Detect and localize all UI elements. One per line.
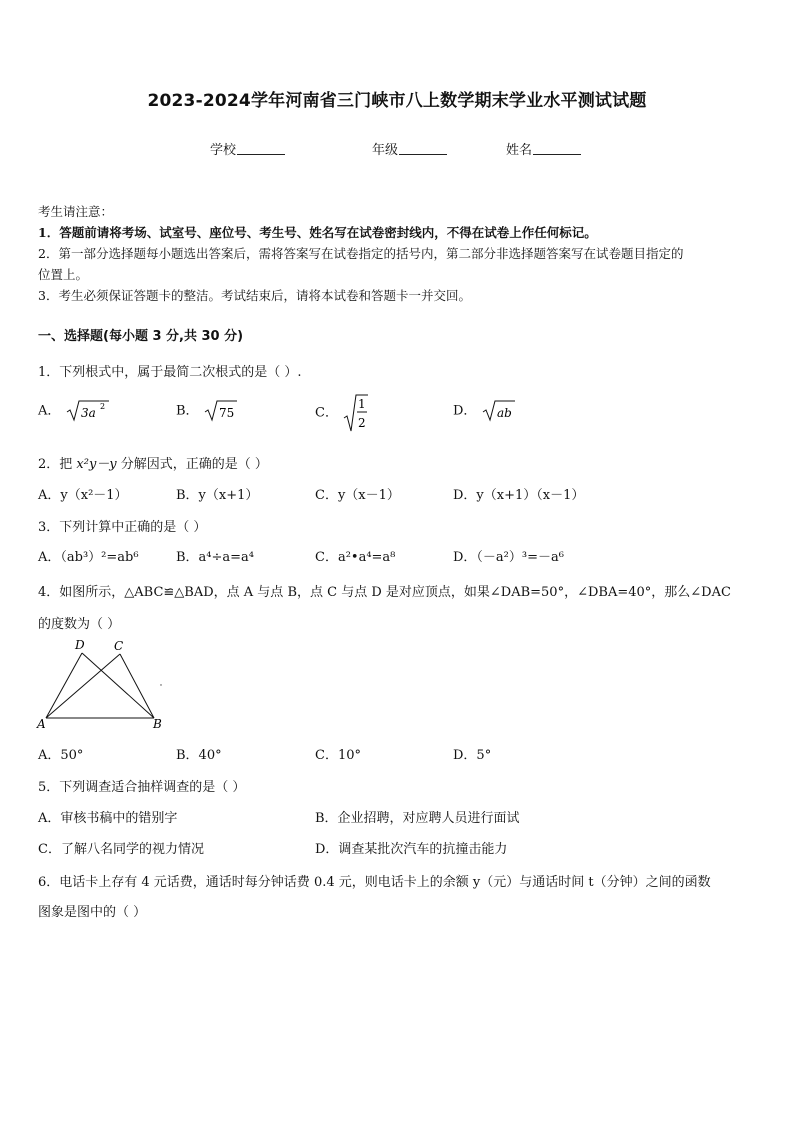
- q5-option-b: B．企业招聘，对应聘人员进行面试: [315, 811, 520, 826]
- q2-stem-pre: 2．把: [38, 457, 77, 472]
- q4-option-c: C．10°: [315, 748, 361, 763]
- figure-label-a: A: [37, 717, 46, 731]
- exam-notes: [38, 201, 760, 306]
- q4-option-a: A．50°: [38, 748, 84, 763]
- question-2-stem: [38, 453, 268, 472]
- q1-a-exponent: 2: [99, 402, 105, 411]
- q1-option-c-label: C．: [315, 405, 338, 421]
- q1-option-c: [315, 392, 370, 434]
- name-field: [506, 139, 581, 158]
- name-blank: [533, 141, 581, 155]
- q2-stem-post: 分解因式，正确的是（ ）: [116, 457, 268, 472]
- q1-option-a-radical: [65, 398, 111, 424]
- q3-option-d: D．（－a²）³=－a⁶: [453, 550, 564, 565]
- grade-label: 年级: [372, 143, 399, 158]
- q4-option-d: D．5°: [453, 748, 492, 763]
- question-4-stem: [38, 577, 758, 641]
- question-1-stem: 1．下列根式中，属于最简二次根式的是（ ）.: [38, 365, 302, 380]
- q4-line-1: 4．如图所示，△ABC≌△BAD，点 A 与点 B，点 C 与点 D 是对应顶点，如果∠DAB=50°，∠DBA=40°，那么∠DAC: [38, 585, 731, 600]
- q6-line-2: 图象是图中的（ ）: [38, 905, 147, 920]
- q1-option-b: [176, 398, 239, 424]
- q1-option-d-label: D．: [453, 403, 477, 419]
- q1-option-c-radical: [342, 392, 370, 434]
- q3-option-c: C．a²•a⁴=a⁸: [315, 550, 396, 565]
- figure-label-b: B: [153, 717, 162, 731]
- q5-option-c: C．了解八名同学的视力情况: [38, 842, 204, 857]
- q5-option-a: A．审核书稿中的错别字: [38, 811, 178, 826]
- figure-label-d: D: [75, 638, 85, 652]
- q2-stem-expr: x²y－y: [76, 457, 117, 472]
- q3-option-b: B．a⁴÷a=a⁴: [176, 550, 255, 565]
- q3-option-a: A．（ab³）²=ab⁶: [38, 550, 139, 565]
- note-item-2: 2．第一部分选择题每小题选出答案后，需将答案写在试卷指定的括号内，第二部分非选择题答案写在试卷题目指定的: [38, 246, 684, 261]
- q2-option-a: A．y（x²－1）: [38, 488, 128, 503]
- q1-option-b-label: B．: [176, 403, 199, 419]
- question-5-stem: 5．下列调查适合抽样调查的是（ ）: [38, 780, 246, 795]
- page-title: 2023-2024学年河南省三门峡市八上数学期末学业水平测试试题: [147, 91, 647, 111]
- q1-option-a-label: A．: [38, 403, 61, 419]
- q1-c-numerator: 1: [358, 397, 366, 411]
- q1-option-d: [453, 398, 517, 424]
- q4-option-b: B．40°: [176, 748, 222, 763]
- grade-field: [372, 139, 447, 158]
- figure-label-c: C: [114, 639, 124, 653]
- notes-heading: 考生请注意：: [38, 204, 114, 219]
- q1-option-a: [38, 398, 111, 424]
- note-item-2-cont: 位置上。: [38, 267, 89, 282]
- q1-d-radicand: ab: [496, 406, 512, 420]
- q1-a-radicand: 3a: [80, 406, 96, 420]
- note-item-3: 3．考生必须保证答题卡的整洁。考试结束后，请将本试卷和答题卡一并交回。: [38, 288, 471, 303]
- note-item-1: 1．答题前请将考场、试室号、座位号、考生号、姓名写在试卷密封线内，不得在试卷上作任何标记。: [38, 225, 597, 240]
- school-blank: [237, 141, 285, 155]
- question-6-stem: [38, 868, 758, 928]
- q1-option-b-radical: [203, 398, 239, 424]
- q4-triangle-figure: [36, 636, 172, 732]
- q2-option-b: B．y（x+1）: [176, 488, 259, 503]
- q1-b-radicand: 75: [218, 406, 234, 420]
- q2-option-d: D．y（x+1）（x－1）: [453, 488, 585, 503]
- section-heading: 一、选择题(每小题 3 分,共 30 分): [38, 329, 244, 344]
- school-label: 学校: [210, 143, 237, 158]
- q6-line-1: 6．电话卡上存有 4 元话费，通话时每分钟话费 0.4 元，则电话卡上的余额 y（元）与通话时间 t（分钟）之间的函数: [38, 875, 711, 890]
- grade-blank: [399, 141, 447, 155]
- school-field: [210, 139, 285, 158]
- name-label: 姓名: [506, 143, 533, 158]
- q1-c-denominator: 2: [358, 416, 366, 430]
- q4-line-2: 的度数为（ ）: [38, 617, 121, 632]
- q2-option-c: C．y（x－1）: [315, 488, 400, 503]
- q1-option-d-radical: [481, 398, 517, 424]
- question-3-stem: 3．下列计算中正确的是（ ）: [38, 520, 207, 535]
- q5-option-d: D．调查某批次汽车的抗撞击能力: [315, 842, 508, 857]
